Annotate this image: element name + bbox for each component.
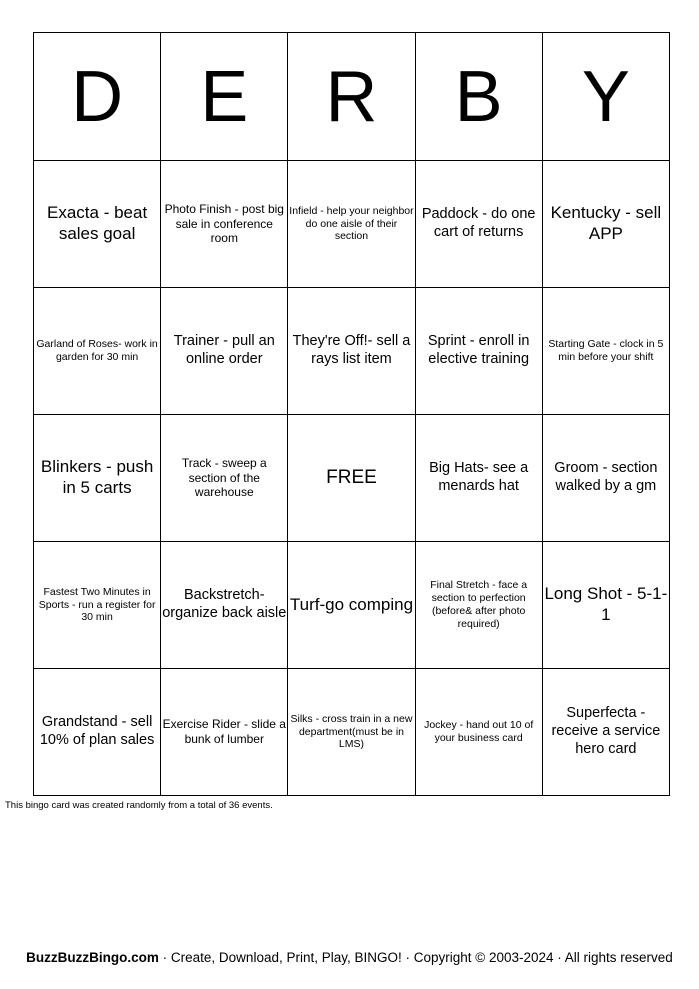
bingo-cell-text: Blinkers - push in 5 carts <box>40 457 154 497</box>
bingo-cell[interactable] <box>288 161 415 288</box>
bingo-cell-text: Long Shot - 5-1-1 <box>544 584 668 624</box>
bingo-card <box>33 32 670 794</box>
bingo-cell[interactable] <box>542 161 669 288</box>
bingo-cell-text: Kentucky - sell APP <box>550 203 662 243</box>
bingo-row <box>34 415 670 542</box>
bingo-cell[interactable] <box>288 288 415 415</box>
bingo-cell-text: Grandstand - sell 10% of plan sales <box>39 714 155 748</box>
site-brand: BuzzBuzzBingo.com <box>26 950 159 965</box>
bingo-cell-text: Photo Finish - post big sale in conference room <box>164 202 284 246</box>
header-letter-text: R <box>325 56 378 137</box>
bingo-cell-text: Jockey - hand out 10 of your business card <box>424 719 534 744</box>
bingo-cell-text: FREE <box>326 467 377 489</box>
bingo-cell[interactable] <box>415 288 542 415</box>
page-footer <box>0 950 699 965</box>
header-letter-4 <box>415 33 542 161</box>
bingo-cell[interactable] <box>542 415 669 542</box>
bingo-cell[interactable] <box>161 542 288 669</box>
bingo-cell-text: Silks - cross train in a new department(must be in LMS) <box>290 712 413 751</box>
bingo-free-cell[interactable] <box>288 415 415 542</box>
bingo-cell-text: Big Hats- see a menards hat <box>429 460 529 494</box>
bingo-row <box>34 288 670 415</box>
bingo-cell-text: Paddock - do one cart of returns <box>421 206 536 240</box>
header-letter-3 <box>288 33 415 161</box>
bingo-cell-text: Groom - section walked by a gm <box>554 460 658 494</box>
bingo-cell[interactable] <box>415 161 542 288</box>
bingo-cell[interactable] <box>542 669 669 796</box>
bingo-cell[interactable] <box>415 542 542 669</box>
bingo-cell[interactable] <box>161 288 288 415</box>
footer-tagline: · Create, Download, Print, Play, BINGO! · Copyright © 2003-2024 · All rights reserved <box>158 950 673 965</box>
bingo-cell-text: Backstretch- organize back aisle <box>162 587 287 621</box>
bingo-grid <box>33 32 670 796</box>
bingo-cell[interactable] <box>34 161 161 288</box>
header-letter-5 <box>542 33 669 161</box>
bingo-cell-text: Trainer - pull an online order <box>173 333 275 367</box>
bingo-cell[interactable] <box>34 415 161 542</box>
header-letter-text: B <box>454 56 503 137</box>
bingo-cell[interactable] <box>288 669 415 796</box>
bingo-cell[interactable] <box>34 669 161 796</box>
bingo-cell-text: Exacta - beat sales goal <box>47 203 148 243</box>
bingo-cell[interactable] <box>288 542 415 669</box>
bingo-cell-text: Fastest Two Minutes in Sports - run a register for 30 min <box>38 585 156 624</box>
bingo-cell-text: Sprint - enroll in elective training <box>427 333 530 367</box>
bingo-cell[interactable] <box>34 288 161 415</box>
bingo-cell[interactable] <box>415 669 542 796</box>
bingo-cell-text: They're Off!- sell a rays list item <box>292 333 411 367</box>
bingo-cell-text: Superfecta - receive a service hero card <box>551 705 661 757</box>
bingo-cell-text: Garland of Roses- work in garden for 30 min <box>36 338 158 363</box>
bingo-row <box>34 669 670 796</box>
bingo-cell-text: Track - sweep a section of the warehouse <box>181 456 267 500</box>
bingo-cell[interactable] <box>161 669 288 796</box>
bingo-cell[interactable] <box>34 542 161 669</box>
bingo-cell[interactable] <box>161 415 288 542</box>
header-letter-text: E <box>200 56 249 137</box>
bingo-cell-text: Turf-go comping <box>289 594 414 614</box>
header-letter-text: D <box>71 56 124 137</box>
bingo-cell[interactable] <box>542 542 669 669</box>
bingo-cell-text: Infield - help your neighbor do one aisle of their section <box>289 204 414 243</box>
bingo-cell-text: Final Stretch - face a section to perfection (before& after photo required) <box>430 579 528 630</box>
header-letter-1 <box>34 33 161 161</box>
bingo-cell[interactable] <box>542 288 669 415</box>
bingo-body <box>34 161 670 796</box>
bingo-cell[interactable] <box>415 415 542 542</box>
bingo-header-row <box>34 33 670 161</box>
bingo-cell[interactable] <box>161 161 288 288</box>
bingo-row <box>34 542 670 669</box>
header-letter-2 <box>161 33 288 161</box>
bingo-cell-text: Starting Gate - clock in 5 min before your shift <box>548 338 664 363</box>
header-letter-text: Y <box>581 56 630 137</box>
bingo-row <box>34 161 670 288</box>
card-source-note: This bingo card was created randomly from a total of 36 events. <box>5 800 273 811</box>
bingo-cell-text: Exercise Rider - slide a bunk of lumber <box>162 717 286 746</box>
